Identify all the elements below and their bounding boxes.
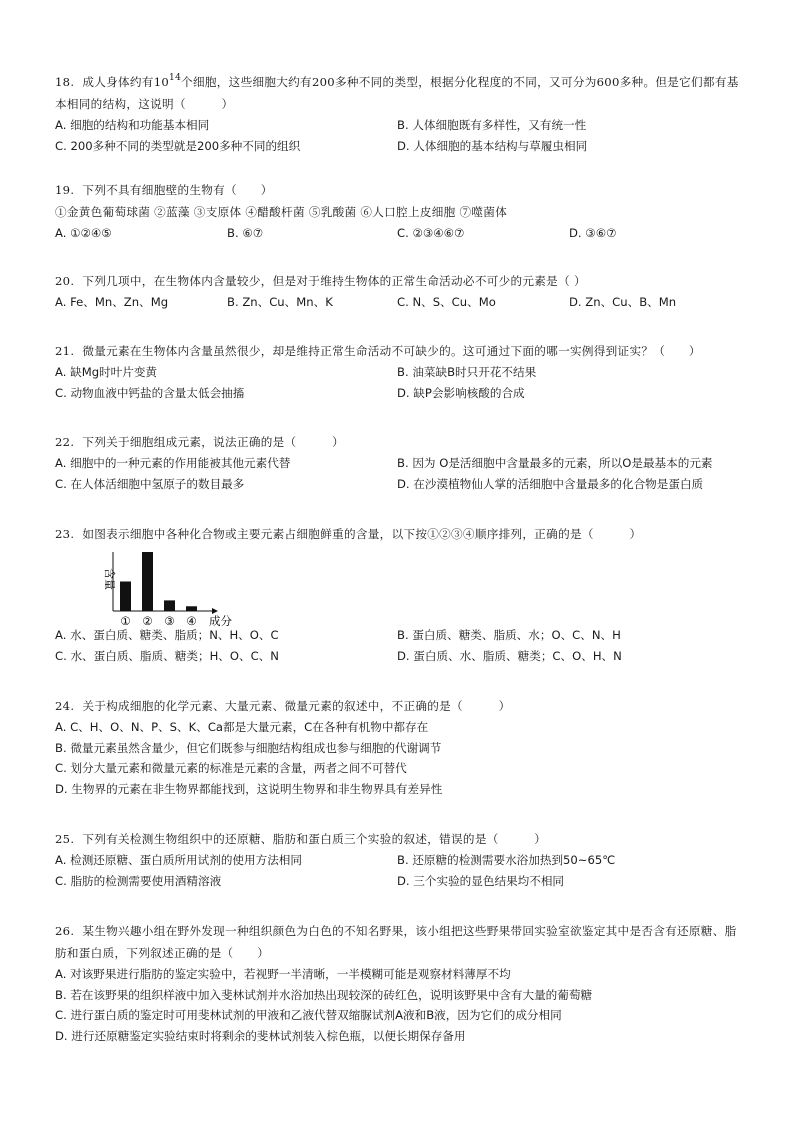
option-d[interactable]: D. 缺P会影响核酸的合成 xyxy=(397,386,525,400)
options-row xyxy=(55,871,745,892)
option-a[interactable]: A. 细胞中的一种元素的作用能被其他元素代替 xyxy=(55,456,291,470)
option-b[interactable]: B. 人体细胞既有多样性，又有统一性 xyxy=(397,118,587,132)
options-row xyxy=(55,474,745,495)
question-number: 19. xyxy=(55,183,75,197)
question-23 xyxy=(55,523,745,545)
question-19-items: ①金黄色葡萄球菌 ②蓝藻 ③支原体 ④醋酸杆菌 ⑤乳酸菌 ⑥人口腔上皮细胞 ⑦噬菌体 xyxy=(55,205,508,219)
options-row xyxy=(55,115,745,136)
option-a[interactable]: A. 细胞的结构和功能基本相同 xyxy=(55,118,210,132)
option-d[interactable]: D. 在沙漠植物仙人掌的活细胞中含量最多的化合物是蛋白质 xyxy=(397,477,704,491)
options-row xyxy=(55,625,745,646)
options-row xyxy=(55,850,745,871)
category-label-4: ④ xyxy=(186,614,197,628)
option-c[interactable]: C. 划分大量元素和微量元素的标准是元素的含量，两者之间不可替代 xyxy=(55,761,407,775)
option-d[interactable]: D. 人体细胞的基本结构与草履虫相同 xyxy=(397,139,588,153)
question-24 xyxy=(55,695,745,799)
option-c[interactable]: C. 200多种不同的类型就是200多种不同的组织 xyxy=(55,139,301,153)
option-a[interactable]: A. 检测还原糖、蛋白质所用试剂的使用方法相同 xyxy=(55,853,302,867)
question-number: 22. xyxy=(55,435,75,449)
category-label-2: ② xyxy=(142,614,153,628)
options-row xyxy=(55,362,745,383)
option-b[interactable]: B. 若在该野果的组织样液中加入斐林试剂并水浴加热出现较深的砖红色，说明该野果中含有大量的葡萄糖 xyxy=(55,987,593,1002)
question-number: 20. xyxy=(55,274,75,288)
question-26-stem: 26. 某生物兴趣小组在野外发现一种组织颜色为白色的不知名野果，该小组把这些野果带回实验室欲鉴定其中是否含有还原糖、脂肪和蛋白质，下列叙述正确的是（ ） xyxy=(55,924,737,960)
question-25-stem: 25. 下列有关检测生物组织中的还原糖、脂肪和蛋白质三个实验的叙述，错误的是（ ） xyxy=(55,832,547,846)
option-d[interactable]: D. Zn、Cu、B、Mn xyxy=(569,295,677,309)
option-c[interactable]: C. 水、蛋白质、脂质、糖类；H、O、C、N xyxy=(55,649,279,663)
option-a[interactable]: A. ①②④⑤ xyxy=(55,226,112,240)
option-d[interactable]: D. 进行还原糖鉴定实验结束时将剩余的斐林试剂装入棕色瓶，以便长期保存备用 xyxy=(55,1028,466,1043)
question-22-stem: 22. 下列关于细胞组成元素，说法正确的是（ ） xyxy=(55,435,344,449)
option-a[interactable]: A. Fe、Mn、Zn、Mg xyxy=(55,295,169,309)
y-axis-label: 含量 xyxy=(103,568,116,590)
question-23-stem: 23. 如图表示细胞中各种化合物或主要元素占细胞鲜重的含量，以下按①②③④顺序排列，正确的是（ ） xyxy=(55,527,642,541)
bar-1 xyxy=(120,582,131,612)
question-22 xyxy=(55,431,745,495)
question-18 xyxy=(55,67,745,157)
bar-4 xyxy=(186,606,197,611)
option-b[interactable]: B. 还原糖的检测需要水浴加热到50~65℃ xyxy=(397,853,616,867)
option-d[interactable]: D. 三个实验的显色结果均不相同 xyxy=(397,874,565,888)
options-row xyxy=(55,136,745,157)
option-b[interactable]: B. Zn、Cu、Mn、K xyxy=(227,295,333,309)
bar-3 xyxy=(164,600,175,611)
content-bar-chart xyxy=(90,548,290,628)
question-number: 26. xyxy=(55,924,75,938)
question-24-stem: 24. 关于构成细胞的化学元素、大量元素、微量元素的叙述中，不正确的是（ ） xyxy=(55,699,511,713)
options-row xyxy=(55,453,745,474)
options-row xyxy=(55,646,745,667)
question-18-stem: 18. 成人身体约有$10^{14}$个细胞，这些细胞大约有200多种不同的类型，根据分化程度的不同，又可分为600多种。但是它们都有基本相同的结构，这说明（ ） xyxy=(55,73,739,111)
option-a[interactable]: A. 缺Mg时叶片变黄 xyxy=(55,365,158,379)
option-a[interactable]: A. C、H、O、N、P、S、K、Ca都是大量元素，C在各种有机物中都存在 xyxy=(55,720,429,734)
x-axis-label: 成分 xyxy=(209,614,232,628)
option-a[interactable]: A. 对该野果进行脂肪的鉴定实验中，若视野一半清晰，一半模糊可能是观察材料薄厚不均 xyxy=(55,967,511,981)
options-row xyxy=(55,223,745,244)
option-d[interactable]: D. 蛋白质、水、脂质、糖类；C、O、H、N xyxy=(397,649,622,663)
question-number: 23. xyxy=(55,527,75,541)
question-number: 25. xyxy=(55,832,75,846)
option-b[interactable]: B. 蛋白质、糖类、脂质、水；O、C、N、H xyxy=(397,628,621,642)
question-21-stem: 21. 微量元素在生物体内含量虽然很少，却是维持正常生命活动不可缺少的。这可通过下面的哪一实例得到证实？（ ） xyxy=(55,344,701,358)
question-number: 18. xyxy=(55,75,75,89)
question-20-stem: 20. 下列几项中，在生物体内含量较少，但是对于维持生物体的正常生命活动必不可少的元素是（ ） xyxy=(55,274,586,288)
option-c[interactable]: C. N、S、Cu、Mo xyxy=(397,295,496,309)
question-23-options xyxy=(55,625,745,667)
option-b[interactable]: B. 油菜缺B时只开花不结果 xyxy=(397,365,537,379)
question-number: 24. xyxy=(55,699,75,713)
option-c[interactable]: C. 动物血液中钙盐的含量太低会抽搐 xyxy=(55,386,245,400)
options-row xyxy=(55,292,745,313)
option-c[interactable]: C. 脂肪的检测需要使用酒精溶液 xyxy=(55,874,222,888)
option-d[interactable]: D. ③⑥⑦ xyxy=(569,226,617,240)
option-b[interactable]: B. ⑥⑦ xyxy=(227,226,264,240)
option-b[interactable]: B. 微量元素虽然含量少，但它们既参与细胞结构组成也参与细胞的代谢调节 xyxy=(55,740,442,755)
question-19-stem: 19. 下列不具有细胞壁的生物有（ ） xyxy=(55,183,273,197)
question-number: 21. xyxy=(55,344,75,358)
bar-2 xyxy=(142,552,153,611)
option-d[interactable]: D. 生物界的元素在非生物界都能找到，这说明生物界和非生物界具有差异性 xyxy=(55,781,443,796)
option-c[interactable]: C. ②③④⑥⑦ xyxy=(397,226,465,240)
question-20 xyxy=(55,270,745,313)
option-c[interactable]: C. 进行蛋白质的鉴定时可用斐林试剂的甲液和乙液代替双缩脲试剂A液和B液，因为它们的成分相同 xyxy=(55,1008,562,1022)
category-label-1: ① xyxy=(120,614,131,628)
option-c[interactable]: C. 在人体活细胞中氢原子的数目最多 xyxy=(55,477,245,491)
question-25 xyxy=(55,828,745,892)
question-26 xyxy=(55,920,745,1046)
option-b[interactable]: B. 因为 O是活细胞中含量最多的元素，所以O是最基本的元素 xyxy=(397,456,713,470)
question-21 xyxy=(55,340,745,404)
category-label-3: ③ xyxy=(164,614,175,628)
question-19 xyxy=(55,179,745,244)
options-row xyxy=(55,383,745,404)
option-a[interactable]: A. 水、蛋白质、糖类、脂质；N、H、O、C xyxy=(55,628,279,642)
